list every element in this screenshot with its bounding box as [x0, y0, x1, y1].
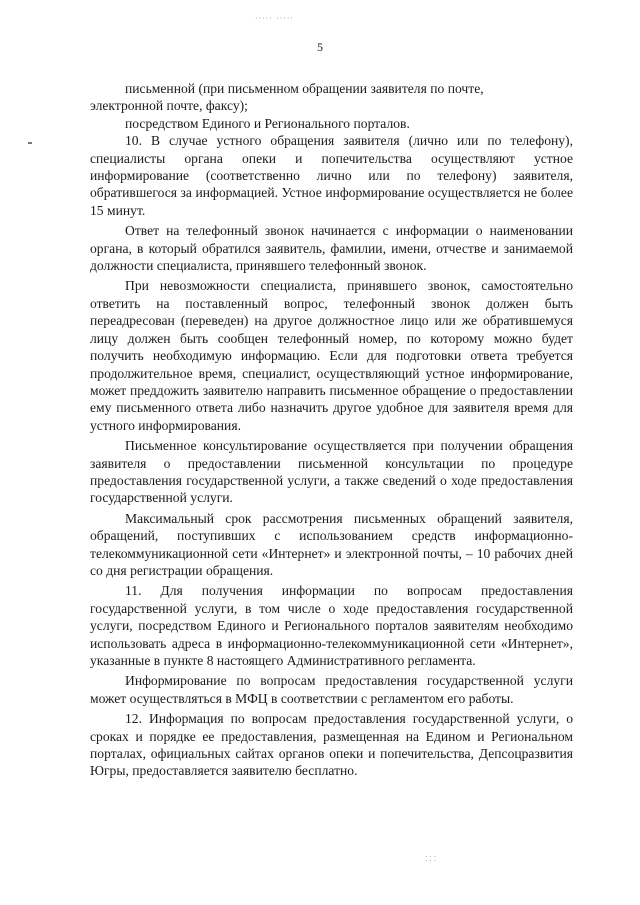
scan-artifact-dots: ⁚ ⁚ ⁚: [425, 855, 437, 863]
margin-mark: [28, 142, 32, 144]
paragraph-written-request-line1: письменной (при письменном обращении заявителя по почте,: [125, 81, 484, 96]
paragraph-clause-11: 11. Для получения информации по вопросам предоставления государственной услуги, в том числе о ходе предоставления государственной услуги, посредством Единого и Регионального порталов заявителям необходимо использовать адреса в информационно-телекоммуникационной сети «Интернет», указанные в пункте 8 настоящего Административного регламента.: [90, 583, 573, 668]
paragraph-clause-12: 12. Информация по вопросам предоставления государственной услуги, о сроках и порядке ее предоставления, размещенная на Едином и Региональном порталах, официальных сайтах органов опеки и попечительства, Депсоцразвития Югры, предоставляется заявителю бесплатно.: [90, 711, 573, 779]
paragraph-clause-10: 10. В случае устного обращения заявителя (лично или по телефону), специалисты органа опеки и попечительства осуществляют устное информирование (соответственно лично или по телефону) заявителя, обратившегося за информацией. Устное информирование осуществляется не более 15 минут.: [90, 133, 573, 218]
scan-artifact-mark: ····· ·····: [255, 14, 294, 23]
paragraph-phone-answer: Ответ на телефонный звонок начинается с информации о наименовании органа, в который обратился заявитель, фамилии, имени, отчестве и занимаемой должности специалиста, принявшего телефонный звонок.: [90, 223, 573, 274]
paragraph-max-term: Максимальный срок рассмотрения письменных обращений заявителя, обращений, поступивших с использованием средств информационно-телекоммуникационной сети «Интернет» и электронной почты, – 10 рабочих дней со дня регистрации обращения.: [90, 510, 573, 578]
paragraph-portals: посредством Единого и Регионального порталов.: [125, 115, 410, 131]
paragraph-written-request-line2: электронной почте, факсу);: [90, 98, 248, 114]
paragraph-call-redirect: При невозможности специалиста, принявшего звонок, самостоятельно ответить на поставленный вопрос, телефонный звонок должен быть переадресован (переведен) на другое должностное лицо или же обратившемуся лицу должен быть сообщен телефонный номер, по которому можно будет получить необходимую информацию. Если для подготовки ответа требуется продолжительное время, специалист, осуществляющий устное информирование, может преддожить заявителю направить письменное обращение о предоставлении ему письменного ответа либо назначить другое удобное для заявителя время для устного информирования.: [90, 278, 573, 433]
document-body: [90, 80, 573, 783]
paragraph-written-consulting: Письменное консультирование осуществляется при получении обращения заявителя о предоставлении письменной консультации по процедуре предоставления государственной услуги, а также сведений о ходе предоставления государственной услуги.: [90, 438, 573, 506]
paragraph-mfc-info: Информирование по вопросам предоставления государственной услуги может осуществляться в МФЦ в соответствии с регламентом его работы.: [90, 673, 573, 706]
page-number: 5: [317, 40, 323, 54]
